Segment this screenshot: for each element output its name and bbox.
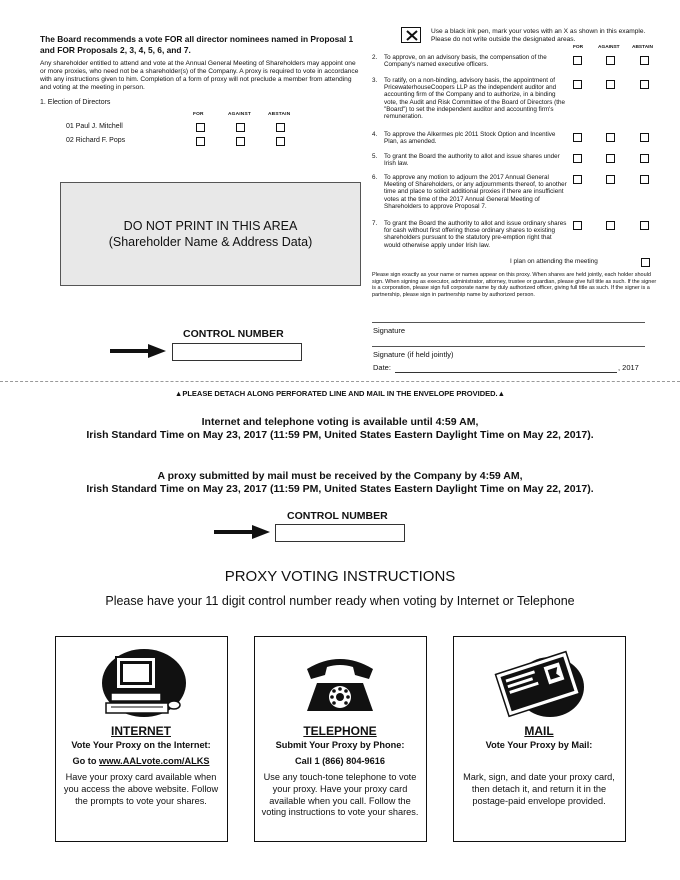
telephone-number[interactable]: Call 1 (866) 804-9616 bbox=[295, 756, 385, 766]
proposal-3-abstain-checkbox[interactable] bbox=[640, 80, 649, 89]
nominee-2-against-checkbox[interactable] bbox=[236, 137, 245, 146]
control-number-box-lower[interactable] bbox=[275, 524, 405, 542]
proposal-2-abstain-checkbox[interactable] bbox=[640, 56, 649, 65]
control-number-label: CONTROL NUMBER bbox=[183, 328, 284, 340]
ink-instructions: Use a black ink pen, mark your votes with an X as shown in this example. Please do not write outside the designated areas. bbox=[431, 28, 646, 43]
proposal-text: To ratify, on a non-binding, advisory basis, the appointment of PricewaterhouseCoopers LLP as the independent auditor and accounting firm of the Company and to authorize, in a binding vote, the Audit and Risk Committee of the Board of Directors (the "Board") to set the independent auditor and accounting firm's remuneration. bbox=[384, 77, 565, 121]
perforated-line bbox=[0, 381, 680, 382]
proxy-voting-title: PROXY VOTING INSTRUCTIONS bbox=[224, 568, 456, 585]
nominee-2-abstain-checkbox[interactable] bbox=[276, 137, 285, 146]
proposal-for-column-header: FOR bbox=[573, 45, 584, 50]
proposal-6-against-checkbox[interactable] bbox=[606, 175, 615, 184]
for-column-header: FOR bbox=[193, 112, 204, 117]
telephone-icon bbox=[255, 643, 425, 723]
computer-icon bbox=[56, 643, 226, 723]
proposal-number: 3. bbox=[372, 77, 378, 84]
proposal-4 bbox=[372, 131, 568, 145]
internet-card-url bbox=[56, 756, 226, 766]
proposal-5-for-checkbox[interactable] bbox=[573, 154, 582, 163]
proposal-5 bbox=[372, 153, 568, 167]
control-number-label-lower: CONTROL NUMBER bbox=[287, 510, 388, 522]
proposal-2-for-checkbox[interactable] bbox=[573, 56, 582, 65]
proposal-text: To grant the Board the authority to allot and issue ordinary shares for cash without first offering those ordinary shares to existing shareholders pursuant to the statutory pre-emption right that would otherwise apply under Irish law. bbox=[384, 220, 567, 249]
go-to-prefix: Go to bbox=[72, 756, 100, 766]
nominee-1-for-checkbox[interactable] bbox=[196, 123, 205, 132]
proposal-3-for-checkbox[interactable] bbox=[573, 80, 582, 89]
proposal-4-against-checkbox[interactable] bbox=[606, 133, 615, 142]
proposal-7-for-checkbox[interactable] bbox=[573, 221, 582, 230]
proposal-number: 7. bbox=[372, 220, 378, 227]
proposal-4-for-checkbox[interactable] bbox=[573, 133, 582, 142]
nominee-2-label: 02 Richard F. Pops bbox=[66, 137, 126, 144]
arrow-right-icon bbox=[214, 525, 270, 539]
abstain-column-header: ABSTAIN bbox=[268, 112, 291, 117]
internet-voting-card bbox=[55, 636, 228, 842]
joint-signature-label: Signature (if held jointly) bbox=[373, 350, 454, 359]
attend-meeting-label: I plan on attending the meeting bbox=[510, 258, 598, 265]
proposal-text: To grant the Board the authority to allot and issue shares under Irish law. bbox=[384, 153, 560, 168]
mail-card-subtitle: Vote Your Proxy by Mail: bbox=[485, 740, 593, 750]
telephone-voting-card bbox=[254, 636, 427, 842]
voting-availability-line-2: Irish Standard Time on May 23, 2017 (11:59 PM, United States Eastern Daylight Time on May 22, 2017). bbox=[86, 429, 594, 441]
signing-instructions: Please sign exactly as your name or names appear on this proxy. When shares are held jointly, each holder should sign. When signing as executor, administrator, attorney, trustee or guardian, please give full title as such. If the signer is a corporation, please sign full corporate name by duly authorized officer, giving full title as such. If the signer is a partnership, please sign in partnership name by authorized person. bbox=[372, 272, 657, 298]
proposal-number: 6. bbox=[372, 174, 378, 181]
proposal-7-against-checkbox[interactable] bbox=[606, 221, 615, 230]
telephone-card-body: Use any touch-tone telephone to vote your proxy. Have your proxy card available when you call. Follow the voting instructions to vote your shares. bbox=[261, 772, 419, 818]
telephone-card-title: TELEPHONE bbox=[303, 724, 377, 738]
nominee-2-for-checkbox[interactable] bbox=[196, 137, 205, 146]
signature-line[interactable] bbox=[372, 322, 645, 323]
proposal-6-abstain-checkbox[interactable] bbox=[640, 175, 649, 184]
nominee-1-label: 01 Paul J. Mitchell bbox=[66, 123, 123, 130]
voting-availability-notice bbox=[0, 416, 680, 442]
proposal-3 bbox=[372, 77, 568, 120]
proposal-2 bbox=[372, 54, 568, 68]
mail-deadline-line-2: Irish Standard Time on May 23, 2017 (11:59 PM, United States Eastern Daylight Time on May 22, 2017). bbox=[86, 483, 594, 495]
control-number-box[interactable] bbox=[172, 343, 302, 361]
voting-availability-line-1: Internet and telephone voting is available until 4:59 AM, bbox=[201, 416, 479, 428]
proxy-intro-text: Any shareholder entitled to attend and vote at the Annual General Meeting of Shareholders may appoint one or more proxies, who need not be a shareholder(s) of the Company. A proxy is required to vote in accordance with any instructions given to him. Completion of a form of proxy will not preclude a member from attending and voting at the meeting in person. bbox=[40, 60, 359, 91]
mail-card-title: MAIL bbox=[524, 724, 554, 738]
internet-card-title: INTERNET bbox=[111, 724, 171, 738]
internet-card-subtitle: Vote Your Proxy on the Internet: bbox=[71, 740, 211, 750]
proposal-5-against-checkbox[interactable] bbox=[606, 154, 615, 163]
mail-deadline-notice bbox=[0, 470, 680, 496]
arrow-right-icon bbox=[110, 344, 166, 358]
nominee-1-against-checkbox[interactable] bbox=[236, 123, 245, 132]
envelope-icon bbox=[454, 643, 624, 723]
proposal-text: To approve any motion to adjourn the 2017 Annual General Meeting of Shareholders, or any adjournments thereof, to another time and place to solicit additional proxies if there are insufficient votes at the time of the 2017 Annual General Meeting of Shareholders to approve Proposal 7. bbox=[384, 174, 567, 210]
voting-website-link[interactable]: www.AALvote.com/ALKS bbox=[99, 756, 210, 766]
against-column-header: AGAINST bbox=[228, 112, 251, 117]
proposal-text: To approve, on an advisory basis, the compensation of the Company's named executive officers. bbox=[384, 54, 547, 69]
detach-instruction: ▲PLEASE DETACH ALONG PERFORATED LINE AND MAIL IN THE ENVELOPE PROVIDED.▲ bbox=[174, 389, 506, 398]
proposal-2-against-checkbox[interactable] bbox=[606, 56, 615, 65]
date-label: Date: bbox=[373, 363, 391, 372]
proposal-7 bbox=[372, 220, 568, 249]
attend-meeting-checkbox[interactable] bbox=[641, 258, 650, 267]
proposal-7-abstain-checkbox[interactable] bbox=[640, 221, 649, 230]
proposal-number: 4. bbox=[372, 131, 378, 138]
proposal-6-for-checkbox[interactable] bbox=[573, 175, 582, 184]
date-year: , 2017 bbox=[618, 363, 639, 372]
proposal-abstain-column-header: ABSTAIN bbox=[632, 45, 653, 50]
proposal-against-column-header: AGAINST bbox=[598, 45, 620, 50]
internet-card-body: Have your proxy card available when you access the above website. Follow the prompts to vote your shares. bbox=[63, 772, 219, 806]
proposal-text: To approve the Alkermes plc 2011 Stock Option and Incentive Plan, as amended. bbox=[384, 131, 556, 146]
proxy-voting-subtitle: Please have your 11 digit control number ready when voting by Internet or Telephone bbox=[105, 594, 575, 608]
proposal-3-against-checkbox[interactable] bbox=[606, 80, 615, 89]
x-mark-example-icon bbox=[401, 27, 421, 43]
telephone-card-subtitle: Submit Your Proxy by Phone: bbox=[275, 740, 405, 750]
no-print-line-1: DO NOT PRINT IN THIS AREA bbox=[123, 219, 298, 233]
address-placeholder-area bbox=[60, 182, 361, 286]
mail-card-body: Mark, sign, and date your proxy card, then detach it, and return it in the postage-paid envelope provided. bbox=[463, 772, 615, 806]
mail-voting-card bbox=[453, 636, 626, 842]
mail-deadline-line-1: A proxy submitted by mail must be received by the Company by 4:59 AM, bbox=[157, 470, 523, 482]
proposal-number: 2. bbox=[372, 54, 378, 61]
proposal-6 bbox=[372, 174, 568, 210]
no-print-line-2: (Shareholder Name & Address Data) bbox=[108, 235, 313, 249]
joint-signature-line[interactable] bbox=[372, 346, 645, 347]
date-line[interactable] bbox=[395, 372, 617, 373]
proposal-4-abstain-checkbox[interactable] bbox=[640, 133, 649, 142]
proposal-number: 5. bbox=[372, 153, 378, 160]
nominee-1-abstain-checkbox[interactable] bbox=[276, 123, 285, 132]
election-of-directors-label: 1. Election of Directors bbox=[40, 99, 111, 106]
proposal-5-abstain-checkbox[interactable] bbox=[640, 154, 649, 163]
board-recommendation: The Board recommends a vote FOR all director nominees named in Proposal 1 and FOR Proposals 2, 3, 4, 5, 6, and 7. bbox=[40, 34, 354, 55]
signature-label: Signature bbox=[373, 326, 406, 335]
